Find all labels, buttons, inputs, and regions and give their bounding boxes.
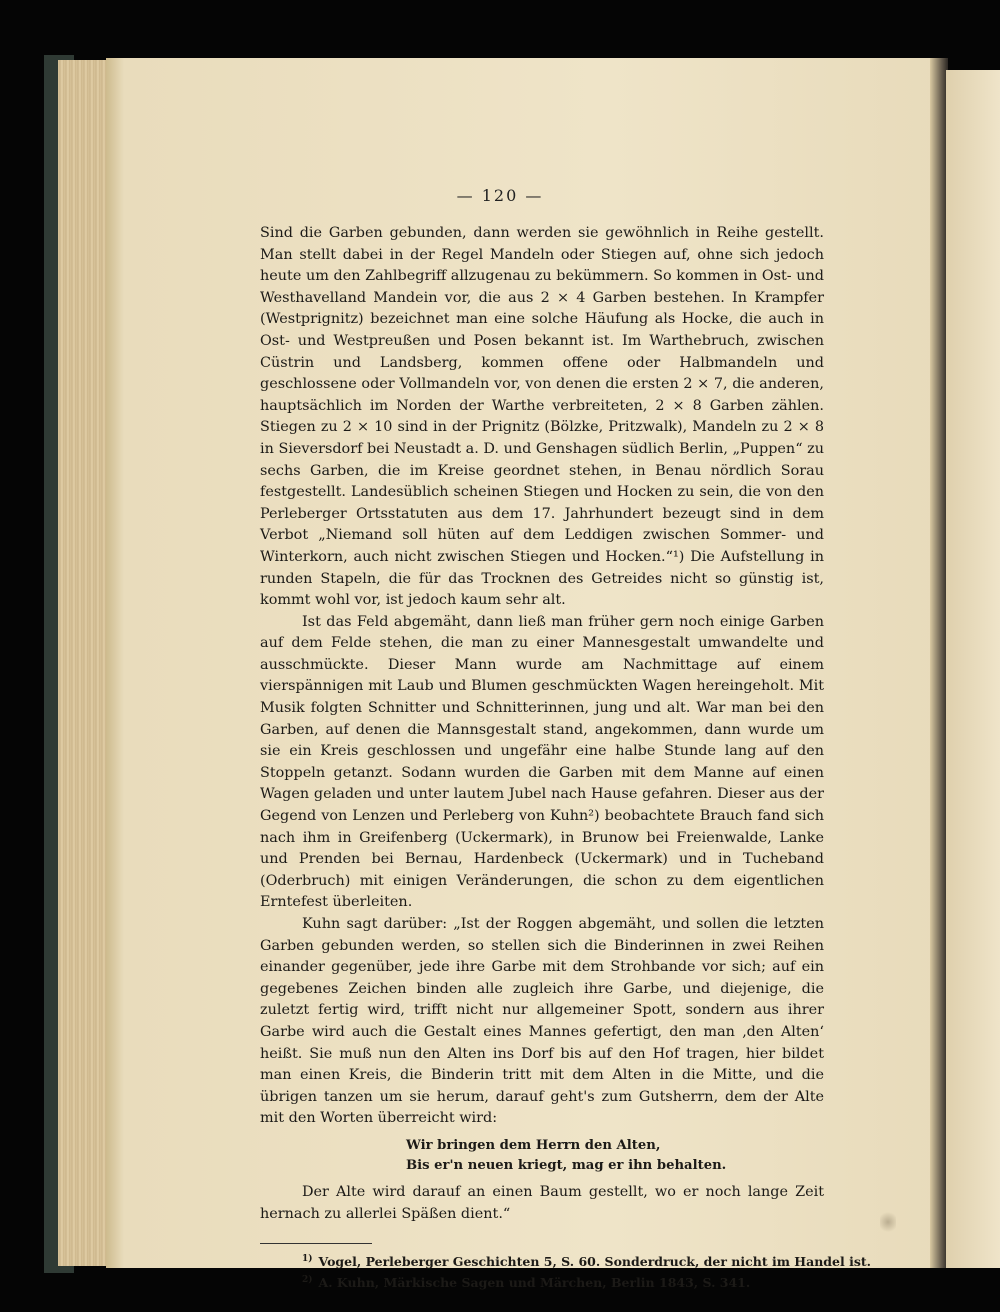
paragraph-3: Kuhn sagt darüber: „Ist der Roggen abgemäht, und sollen die letzten Garben gebunden werden, so stellen sich die Binderinnen in zwei Reihen einander gegenüber, jede ihre Garbe mit dem Strohbande vor sich; auf ein gegebenes Zeichen binden alle zugleich ihre Garbe, und diejenige, die zuletzt fertig wird, trifft nicht nur allgemeiner Spott, sondern aus ihrer Garbe wird auch die Gestalt eines Mannes gefertigt, den man ‚den Alten‘ heißt. Sie muß nun den Alten ins Dorf bis auf den Hof tragen, hier bildet man einen Kreis, die Binderin tritt mit dem Alten in die Mitte, und die übrigen tanzen um sie herum, darauf geht's zum Gutsherrn, dem der Alte mit den Worten überreicht wird: bbox=[260, 916, 824, 1127]
facing-page-edge bbox=[946, 70, 1000, 1268]
footnote-mark: 1) bbox=[302, 1254, 313, 1265]
closing-paragraph: Der Alte wird darauf an einen Baum gestellt, wo er noch lange Zeit hernach zu allerlei Späßen dient.“ bbox=[260, 1183, 824, 1222]
footnote-mark: 2) bbox=[302, 1275, 313, 1286]
page-edges bbox=[58, 60, 110, 1266]
verse-line-1: Wir bringen dem Herrn den Alten, bbox=[406, 1137, 661, 1153]
page-body bbox=[260, 223, 871, 1292]
footnote-text: A. Kuhn, Märkische Sagen und Märchen, Berlin 1843, S. 341. bbox=[318, 1275, 751, 1291]
verse-line-2: Bis er'n neuen kriegt, mag er ihn behalten. bbox=[406, 1157, 727, 1173]
footnote-2 bbox=[302, 1271, 824, 1292]
paragraph-2: Ist das Feld abgemäht, dann ließ man früher gern noch einige Garben auf dem Felde stehen, die man zu einer Mannesgestalt umwandelte und ausschmückte. Dieser Mann wurde am Nachmittage auf einem vierspännigen mit Laub und Blumen geschmückten Wagen hereingeholt. Mit Musik folgten Schnitter und Schnitterinnen, jung und alt. War man bei den Garben, auf denen die Mannsgestalt stand, angekommen, dann wurde um sie ein Kreis geschlossen und ungefähr eine halbe Stunde lang auf den Stoppeln getanzt. Sodann wurden die Garben mit dem Manne auf einen Wagen geladen und unter lautem Jubel nach Hause gefahren. Dieser aus der Gegend von Lenzen und Perleberg von Kuhn²) beobachtete Brauch fand sich nach ihm in Greifenberg (Uckermark), in Brunow bei Freienwalde, Lanke und Prenden bei Bernau, Hardenbeck (Uckermark) und in Tucheband (Oderbruch) mit einigen Veränderungen, die schon zu dem eigentlichen Erntefest überleiten. bbox=[260, 613, 824, 911]
footnote-rule bbox=[260, 1243, 372, 1244]
verse-quote bbox=[406, 1136, 824, 1176]
page-number: — 120 — bbox=[456, 186, 544, 205]
paragraph-1: Sind die Garben gebunden, dann werden sie gewöhnlich in Reihe gestellt. Man stellt dabei in der Regel Mandeln oder Stiegen auf, ohne sich jedoch heute um den Zahlbegriff allzugenau zu bekümmern. So kommen in Ost- und Westhavelland Mandein vor, die aus 2 × 4 Garben bestehen. In Krampfer (Westprignitz) bezeichnet man eine solche Häufung als Hocke, die auch in Ost- und Westpreußen und Posen bekannt ist. Im Warthebruch, zwischen Cüstrin und Landsberg, kommen offene oder Halbmandeln und geschlossene oder Vollmandeln vor, von denen die ersten 2 × 7, die anderen, hauptsächlich im Norden der Warthe verbreiteten, 2 × 8 Garben zählen. Stiegen zu 2 × 10 sind in der Prignitz (Bölzke, Pritzwalk), Mandeln zu 2 × 8 in Sieversdorf bei Neustadt a. D. und Genshagen südlich Berlin, „Puppen“ zu sechs Garben, die im Kreise geordnet stehen, in Benau nördlich Sorau festgestellt. Landesüblich scheinen Stiegen und Hocken zu sein, die von den Perleberger Ortsstatuten aus dem 17. Jahrhundert bezeugt sind in dem Verbot „Niemand soll hüten auf dem Leddigen zwischen Sommer- und Winterkorn, auch nicht zwischen Stiegen und Hocken.“¹) Die Aufstellung in runden Stapeln, die für das Trocknen des Getreides nicht so günstig ist, kommt wohl vor, ist jedoch kaum sehr alt. bbox=[260, 225, 824, 609]
footnote-1 bbox=[302, 1250, 871, 1271]
footnote-text: Vogel, Perleberger Geschichten 5, S. 60. Sonderdruck, der nicht im Handel ist. bbox=[318, 1254, 871, 1270]
paper-stain bbox=[880, 1210, 896, 1234]
